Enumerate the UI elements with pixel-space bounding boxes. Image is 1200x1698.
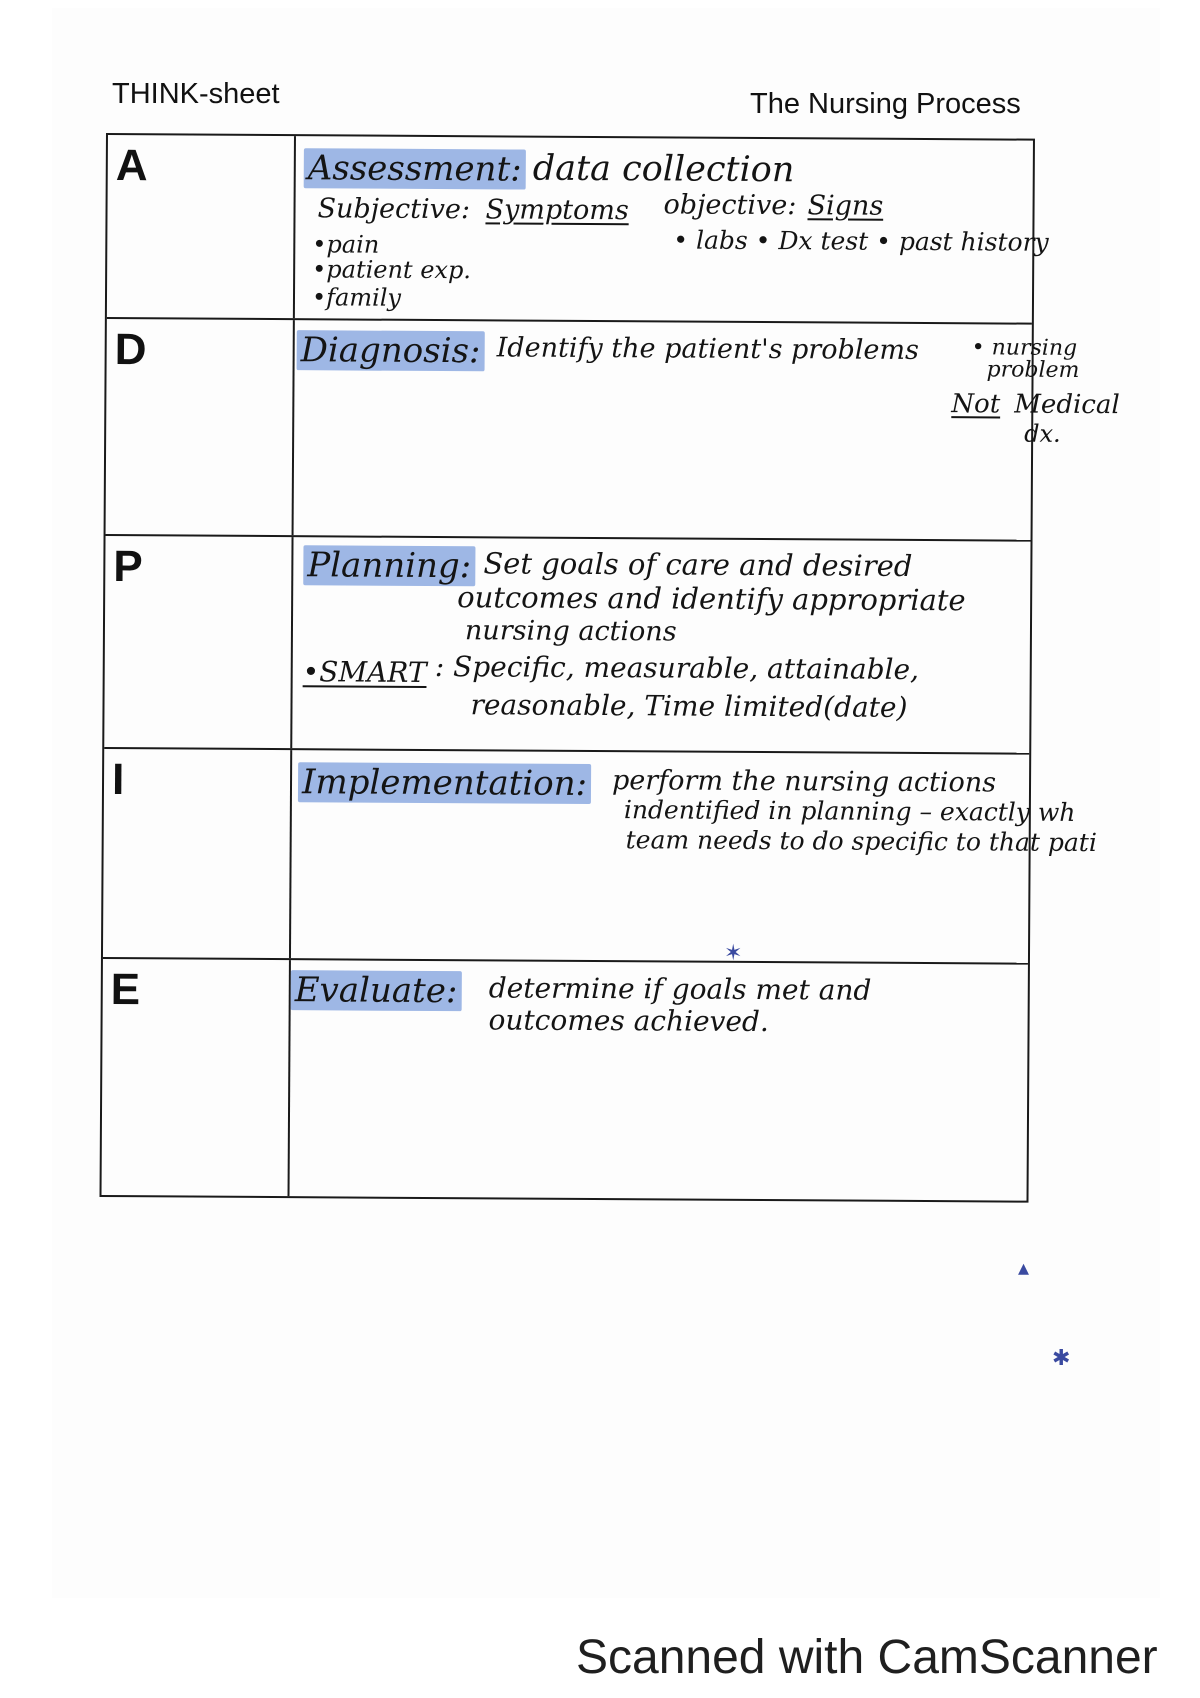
row-diagnosis bbox=[106, 319, 1120, 542]
diagnosis-not: Not bbox=[951, 389, 1001, 420]
subjective-value: Symptoms bbox=[485, 194, 629, 227]
letter-cell bbox=[107, 135, 296, 318]
row-letter: E bbox=[110, 965, 141, 1015]
scanner-watermark: Scanned with CamScanner bbox=[576, 1631, 1158, 1684]
evaluate-line: outcomes achieved. bbox=[488, 1003, 769, 1039]
smart-line: : Specific, measurable, attainable, bbox=[434, 650, 920, 686]
diagnosis-note: • nursing bbox=[971, 335, 1078, 361]
smart-label: •SMART bbox=[302, 655, 427, 689]
letter-cell bbox=[106, 319, 295, 535]
term-assessment: Assessment: bbox=[304, 148, 526, 189]
diagnosis-note: Medical bbox=[1014, 389, 1120, 421]
smart-line: reasonable, Time limited(date) bbox=[470, 688, 908, 724]
diagnosis-text: Identify the patient's problems bbox=[496, 332, 919, 366]
letter-cell bbox=[104, 536, 293, 748]
evaluate-line: determine if goals met and bbox=[488, 971, 872, 1007]
objective-label: objective: bbox=[663, 189, 797, 222]
subjective-item: •patient exp. bbox=[312, 255, 472, 285]
objective-value: Signs bbox=[807, 190, 884, 222]
sheet-title: THINK-sheet bbox=[112, 78, 280, 110]
implementation-line: indentified in planning – exactly wh bbox=[623, 795, 1076, 827]
objective-items: • labs • Dx test • past history bbox=[673, 225, 1049, 257]
row-letter: A bbox=[115, 141, 148, 191]
ink-speck: ✱ bbox=[1052, 1345, 1071, 1370]
row-evaluate bbox=[102, 959, 1028, 1201]
planning-line: nursing actions bbox=[464, 615, 677, 648]
row-planning bbox=[104, 536, 1030, 755]
subjective-item: •family bbox=[311, 283, 402, 312]
row-letter: D bbox=[114, 325, 147, 375]
letter-cell bbox=[103, 749, 292, 958]
row-letter: I bbox=[111, 755, 125, 805]
diagnosis-note: dx. bbox=[1024, 419, 1061, 448]
implementation-line: team needs to do specific to that pati bbox=[625, 825, 1097, 858]
nursing-process-table bbox=[100, 133, 1120, 1203]
assessment-text: data collection bbox=[532, 148, 795, 191]
sheet-subtitle: The Nursing Process bbox=[750, 88, 1021, 120]
diagnosis-note: problem bbox=[986, 357, 1080, 383]
letter-cell bbox=[102, 959, 291, 1196]
term-diagnosis: Diagnosis: bbox=[297, 330, 485, 371]
subjective-item: •pain bbox=[312, 230, 380, 259]
planning-line: outcomes and identify appropriate bbox=[457, 580, 966, 618]
subjective-label: Subjective: bbox=[317, 193, 471, 226]
row-implementation bbox=[103, 749, 1097, 965]
term-evaluate: Evaluate: bbox=[291, 970, 462, 1011]
term-implementation: Implementation: bbox=[298, 762, 591, 804]
term-planning: Planning: bbox=[303, 545, 475, 586]
ink-speck: ✶ bbox=[724, 940, 743, 965]
implementation-line: perform the nursing actions bbox=[611, 765, 997, 799]
planning-line: Set goals of care and desired bbox=[483, 546, 913, 583]
ink-speck: ▴ bbox=[1018, 1255, 1030, 1280]
row-assessment bbox=[107, 135, 1049, 325]
row-letter: P bbox=[113, 542, 143, 592]
